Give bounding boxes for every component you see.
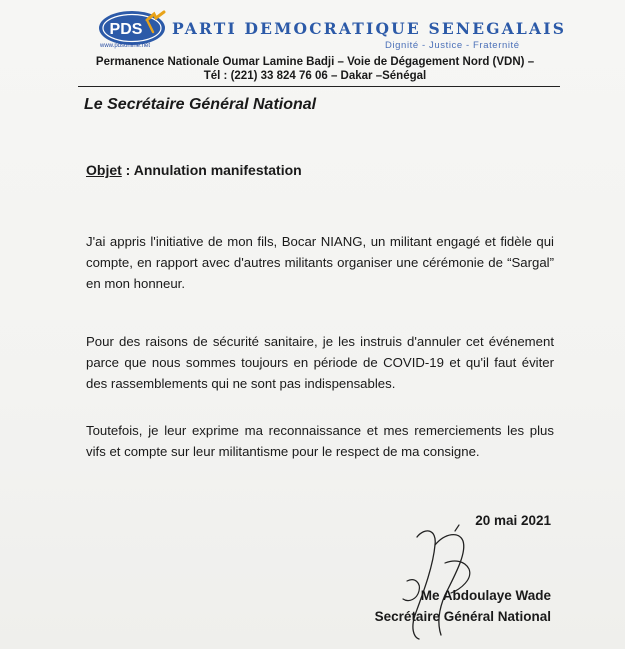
- paragraph-1: J'ai appris l'initiative de mon fils, Bocar NIANG, un militant engagé et fidèle qui compte, en rapport avec d'autres militants organiser une cérémonie de “Sargal” en mon honneur.: [86, 234, 554, 291]
- signer-role: Secrétaire Général National: [374, 609, 551, 624]
- handwritten-signature: [385, 523, 495, 643]
- address-line-2: Tél : (221) 33 824 76 06 – Dakar –Sénégal: [203, 70, 427, 82]
- sender-title: Le Secrétaire Général National: [84, 96, 317, 113]
- subject-label: Objet: [86, 162, 122, 178]
- paragraph-2: Pour des raisons de sécurité sanitaire, je les instruis d'annuler cet événement parce que nous sommes toujours en période de COVID-19 et qu'il faut éviter des rassemblements qui ne sont pas indispensables.: [86, 334, 554, 391]
- party-name: PARTI DEMOCRATIQUE SENEGALAIS: [172, 19, 567, 38]
- website-text: www.pdsonline.net: [100, 43, 151, 49]
- subject-text: Annulation manifestation: [133, 162, 302, 178]
- party-motto: Dignité - Justice - Fraternité: [385, 40, 520, 51]
- signer-name: Me Abdoulaye Wade: [420, 588, 551, 603]
- letter-date: 20 mai 2021: [475, 513, 551, 528]
- address-block: [80, 55, 550, 83]
- logo-text: PDS: [109, 21, 143, 38]
- address-line-1: Permanence Nationale Oumar Lamine Badji – Voie de Dégagement Nord (VDN) –: [95, 56, 535, 68]
- subject-line: [86, 162, 302, 178]
- subject-separator: :: [121, 162, 134, 178]
- paragraph-3: Toutefois, je leur exprime ma reconnaissance et mes remerciements les plus vifs et compte sur leur militantisme pour le respect de ma consigne.: [86, 423, 554, 459]
- header-divider: [78, 86, 560, 87]
